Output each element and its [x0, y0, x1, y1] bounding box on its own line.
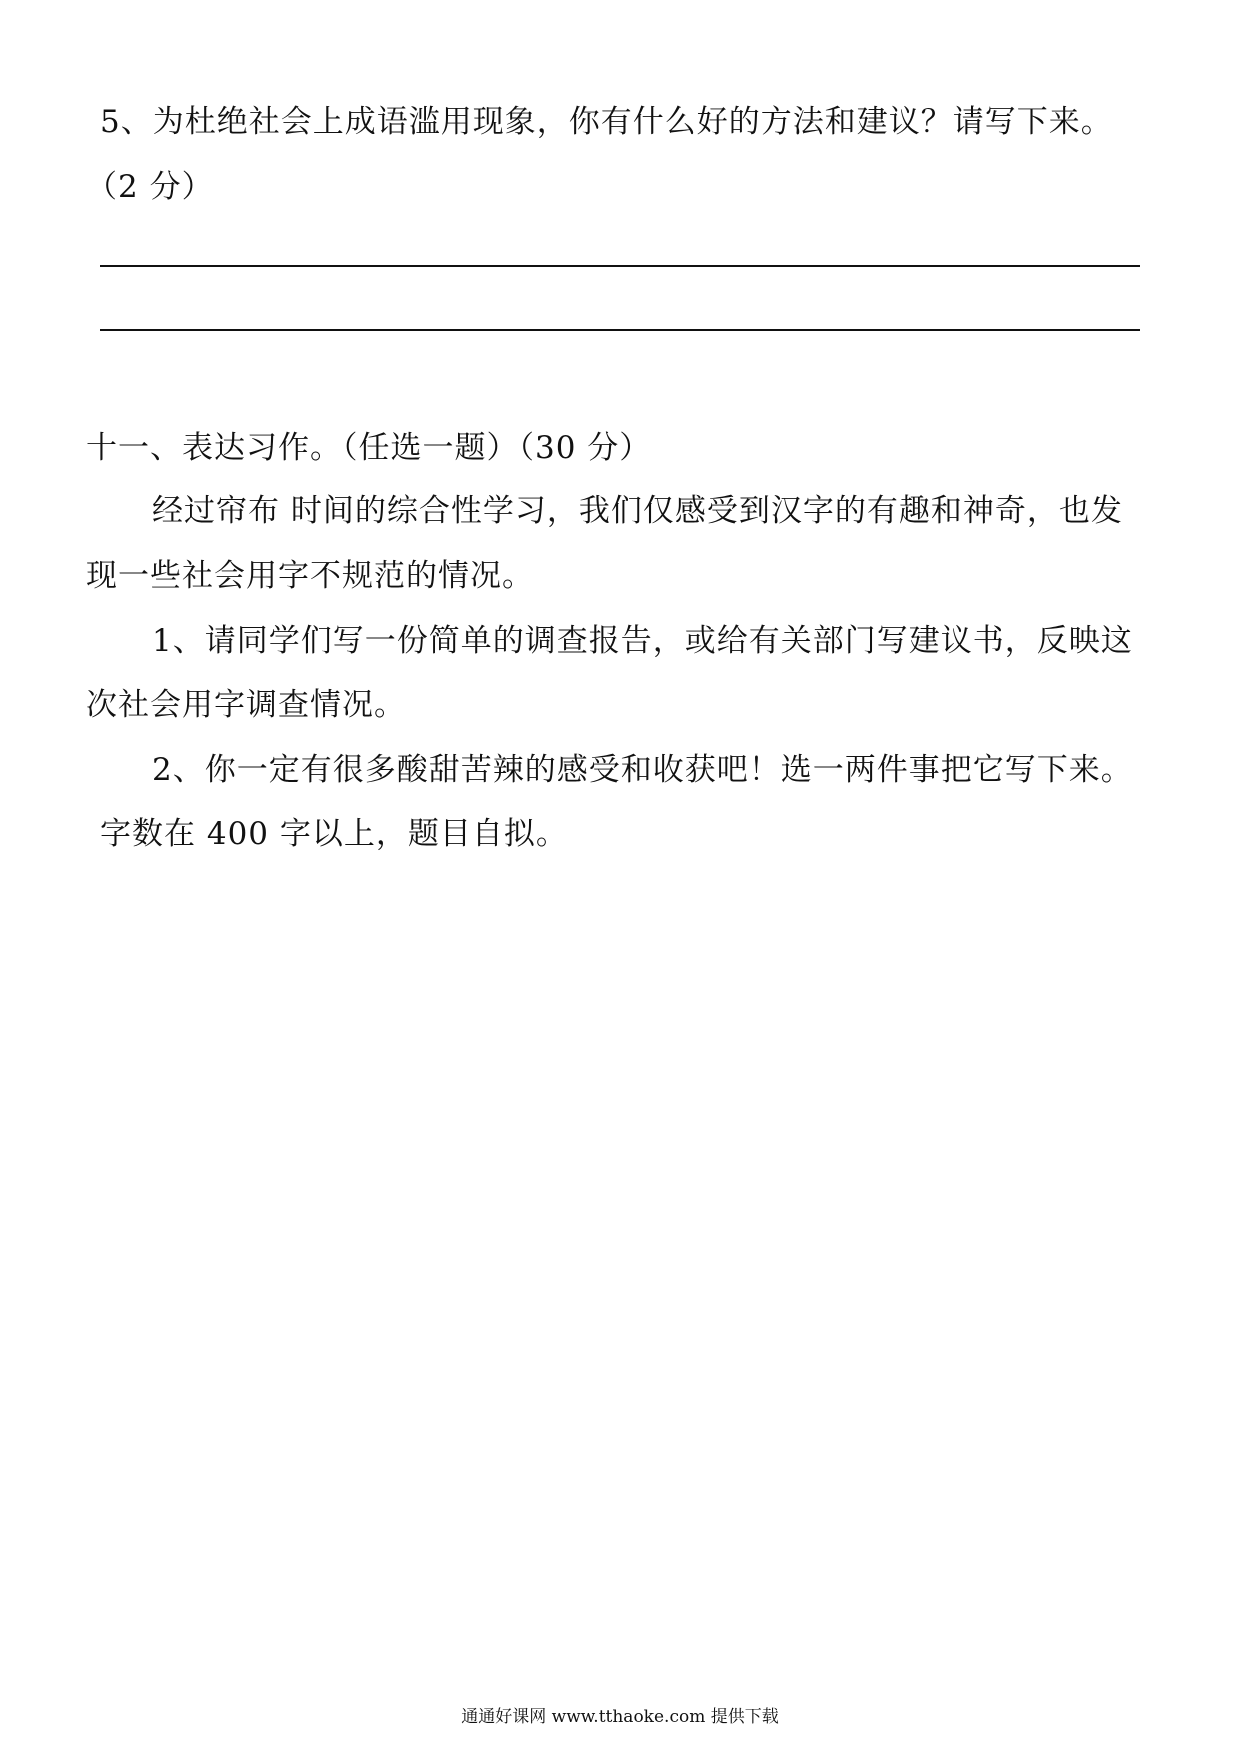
option-1-line-2: 次社会用字调查情况。: [86, 687, 406, 723]
footer-text: 通通好课网 www.tthaoke.com 提供下载: [461, 1707, 779, 1727]
question-5-score: （2 分）: [86, 169, 214, 205]
intro-paragraph-line-1: 经过帘布 时间的综合性学习，我们仅感受到汉字的有趣和神奇，也发: [152, 493, 1123, 529]
intro-paragraph-line-2: 现一些社会用字不规范的情况。: [86, 558, 534, 594]
option-2-line-1: 2、你一定有很多酸甜苦辣的感受和收获吧！选一两件事把它写下来。: [152, 752, 1133, 788]
option-1-line-1: 1、请同学们写一份简单的调查报告，或给有关部门写建议书，反映这: [152, 623, 1133, 659]
answer-line[interactable]: [100, 329, 1140, 331]
question-5-text: 5、为杜绝社会上成语滥用现象，你有什么好的方法和建议？请写下来。: [100, 104, 1113, 140]
answer-line[interactable]: [100, 265, 1140, 267]
option-2-line-2: 字数在 400 字以上，题目自拟。: [100, 816, 568, 852]
section-heading: 十一、表达习作。（任选一题）（30 分）: [86, 430, 652, 466]
